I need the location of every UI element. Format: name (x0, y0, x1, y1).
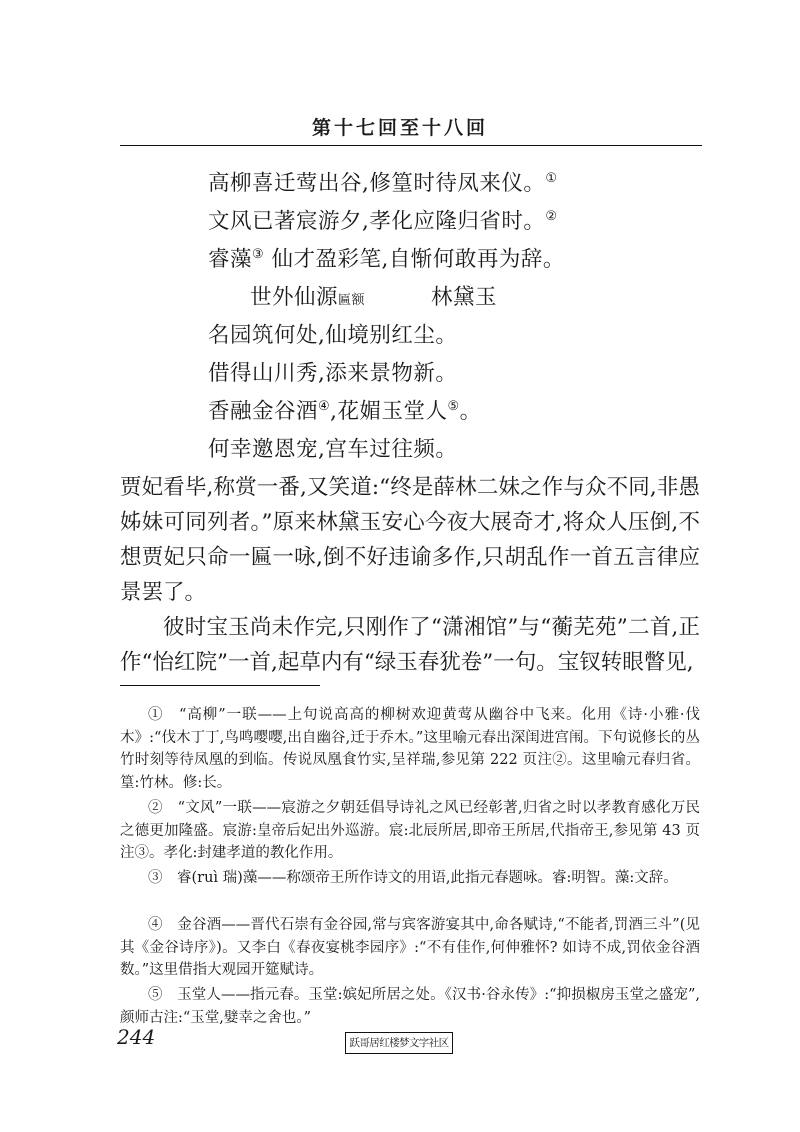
prose-paragraph: 贾妃看毕,称赏一番,又笑道:“终是薛林二妹之作与众不同,非愚姊妹可同列者。”原来林黛玉安心今夜大展奇才,将众人压倒,不想贾妃只命一匾一咏,倒不好违谕多作,只胡乱作一首五言律应景罢了。 (120, 475, 700, 605)
poem-line: 何幸邀恩宠,宫车过往频。 (208, 437, 458, 462)
poem-line (208, 166, 558, 197)
poem-line: 借得山川秀,添来景物新。 (208, 361, 458, 386)
footnote-mark: ② (545, 208, 558, 224)
poem-title-name: 世外仙源 (250, 285, 339, 310)
footnote-mark: ⑤ (447, 398, 460, 414)
page-number: 244 (117, 1025, 156, 1049)
poem-line-text: 文风已著宸游夕,孝化应隆归省时。 (208, 209, 546, 234)
poem-line (208, 242, 565, 273)
footnote: ④ 金谷酒——晋代石崇有金谷园,常与宾客游宴其中,命各赋诗,“不能者,罚酒三斗”(见其《金谷诗序》)。又李白《春夜宴桃李园序》:“不有佳作,何伸雅怀? 如诗不成,罚依金谷酒数。”这里借指大观园开筵赋诗。 (120, 917, 700, 978)
poem-title (250, 280, 365, 311)
footnote-rule (120, 685, 320, 686)
footnote-mark: ④ (318, 398, 331, 414)
poem-line-text: 仙才盈彩笔,自惭何敢再为辞。 (264, 247, 565, 272)
poem-line (208, 394, 482, 425)
poem-title-plaque: 匾额 (338, 293, 366, 308)
prose-paragraph: 彼时宝玉尚未作完,只刚作了“潇湘馆”与“蘅芜苑”二首,正作“怡红院”一首,起草内有“绿玉春犹卷”一句。宝钗转眼瞥见, (120, 615, 700, 675)
running-header: 第十七回至十八回 (311, 117, 488, 139)
source-stamp: 跃哥居红楼梦文字社区 (345, 1032, 453, 1054)
poem-author: 林黛玉 (431, 285, 498, 310)
footnote-mark: ① (545, 170, 558, 186)
poem-line-text: ,花媚玉堂人 (330, 399, 448, 424)
footnote-mark: ③ (252, 246, 265, 262)
poem-line-text: 。 (459, 399, 482, 424)
poem-line-text: 睿藻 (208, 247, 253, 272)
poem-line (208, 204, 558, 235)
footnote: ③ 睿(ruì 瑞)藻——称颂帝王所作诗文的用语,此指元春题咏。睿:明智。藻:文辞。 (148, 870, 678, 886)
poem-line-text: 高柳喜迁莺出谷,修篁时待凤来仪。 (208, 171, 546, 196)
poem-line: 名园筑何处,仙境别红尘。 (208, 323, 458, 348)
poem-line-text: 香融金谷酒 (208, 399, 319, 424)
header-rule (120, 145, 702, 146)
footnote: ⑤ 玉堂人——指元春。玉堂:嫔妃所居之处。《汉书·谷永传》:“抑损椒房玉堂之盛宠”,颜师古注:“玉堂,嬖幸之舍也。” (120, 987, 700, 1026)
footnote: ① “高柳”一联——上句说高高的柳树欢迎黄莺从幽谷中飞来。化用《诗·小雅·伐木》:“伐木丁丁,鸟鸣嘤嘤,出自幽谷,迁于乔木。”这里喻元春出深闺进宫闱。下句说修长的丛竹时刻等待凤凰的到临。传说凤凰食竹实,呈祥瑞,参见第 222 页注②。这里喻元春归省。篁:竹林。修:长。 (120, 707, 700, 791)
footnote: ② “文风”一联——宸游之夕朝廷倡导诗礼之风已经彰著,归省之时以孝教育感化万民之德更加隆盛。宸游:皇帝后妃出外巡游。宸:北辰所居,即帝王所居,代指帝王,参见第 43 页注③。孝化:封建孝道的教化作用。 (120, 800, 700, 861)
